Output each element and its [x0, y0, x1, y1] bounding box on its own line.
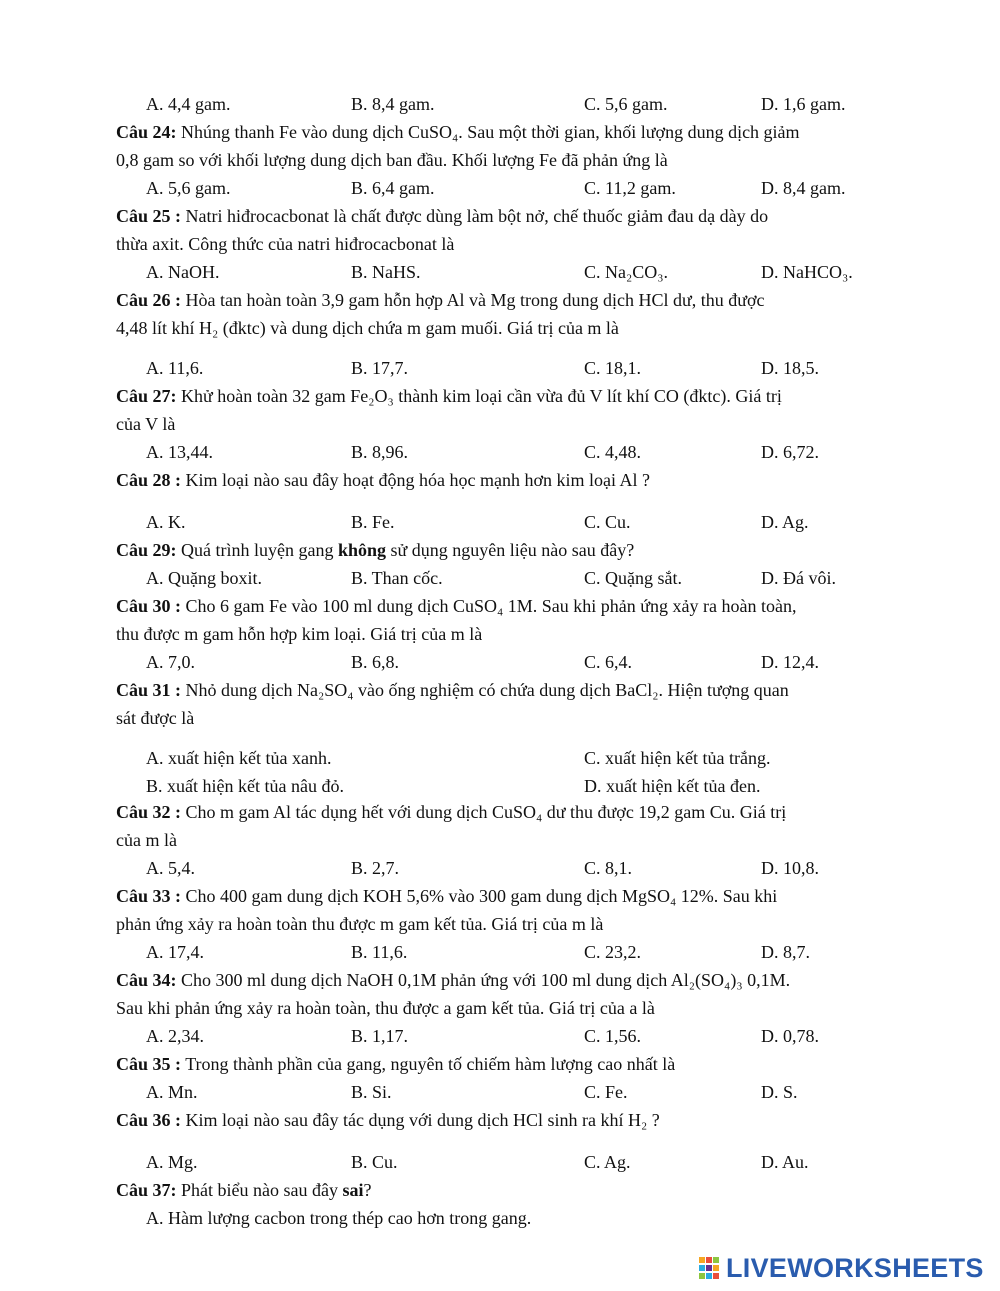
q35-option-c[interactable]: C. Fe.: [584, 1082, 628, 1102]
q25-option-a[interactable]: A. NaOH.: [146, 262, 220, 282]
question-32: Câu 32 : Cho m gam Al tác dụng hết với dung dịch CuSO₄ dư thu được 19,2 gam Cu. Giá trị: [116, 802, 787, 822]
question-32-line2: của m là: [116, 830, 177, 850]
q28-option-a[interactable]: A. K.: [146, 512, 186, 532]
question-36: Câu 36 : Kim loại nào sau đây tác dụng với dung dịch HCl sinh ra khí H₂ ?: [116, 1110, 660, 1130]
q35-option-d[interactable]: D. S.: [761, 1082, 798, 1102]
option-d[interactable]: D. 1,6 gam.: [761, 94, 846, 114]
question-label: Câu 24:: [116, 122, 177, 142]
q37-option-a[interactable]: A. Hàm lượng cacbon trong thép cao hơn trong gang.: [146, 1208, 532, 1228]
q34-option-b[interactable]: B. 1,17.: [351, 1026, 409, 1046]
question-29: Câu 29: Quá trình luyện gang không sử dụng nguyên liệu nào sau đây?: [116, 540, 635, 560]
q28-option-d[interactable]: D. Ag.: [761, 512, 809, 532]
q30-option-c[interactable]: C. 6,4.: [584, 652, 633, 672]
q31-option-c[interactable]: C. xuất hiện kết tủa trắng.: [584, 748, 771, 768]
question-35: Câu 35 : Trong thành phần của gang, nguyên tố chiếm hàm lượng cao nhất là: [116, 1054, 676, 1074]
logo-text: LIVEWORKSHEETS: [726, 1252, 984, 1283]
q31-option-a[interactable]: A. xuất hiện kết tủa xanh.: [146, 748, 332, 768]
question-30: Câu 30 : Cho 6 gam Fe vào 100 ml dung dịch CuSO₄ 1M. Sau khi phản ứng xảy ra hoàn toàn,: [116, 596, 797, 616]
question-33-line2: phản ứng xảy ra hoàn toàn thu được m gam kết tủa. Giá trị của m là: [116, 914, 604, 934]
q33-option-c[interactable]: C. 23,2.: [584, 942, 642, 962]
q29-option-a[interactable]: A. Quặng boxit.: [146, 568, 262, 588]
q34-option-a[interactable]: A. 2,34.: [146, 1026, 204, 1046]
q32-option-d[interactable]: D. 10,8.: [761, 858, 819, 878]
question-34-line2: Sau khi phản ứng xảy ra hoàn toàn, thu được a gam kết tủa. Giá trị của a là: [116, 998, 655, 1018]
q27-option-d[interactable]: D. 6,72.: [761, 442, 819, 462]
q30-option-d[interactable]: D. 12,4.: [761, 652, 819, 672]
question-31: Câu 31 : Nhỏ dung dịch Na₂SO₄ vào ống nghiệm có chứa dung dịch BaCl₂. Hiện tượng quan: [116, 680, 789, 700]
question-24-line2: 0,8 gam so với khối lượng dung dịch ban đầu. Khối lượng Fe đã phản ứng là: [116, 150, 668, 170]
question-25: Câu 25 : Natri hiđrocacbonat là chất được dùng làm bột nở, chế thuốc giảm đau dạ dày do: [116, 206, 769, 226]
q24-option-b[interactable]: B. 6,4 gam.: [351, 178, 435, 198]
q29-option-d[interactable]: D. Đá vôi.: [761, 568, 836, 588]
q27-option-c[interactable]: C. 4,48.: [584, 442, 642, 462]
q36-option-a[interactable]: A. Mg.: [146, 1152, 198, 1172]
question-31-line2: sát được là: [116, 708, 195, 728]
q34-option-c[interactable]: C. 1,56.: [584, 1026, 642, 1046]
q32-option-c[interactable]: C. 8,1.: [584, 858, 633, 878]
q33-option-d[interactable]: D. 8,7.: [761, 942, 810, 962]
q26-option-c[interactable]: C. 18,1.: [584, 358, 642, 378]
q36-option-b[interactable]: B. Cu.: [351, 1152, 398, 1172]
question-28: Câu 28 : Kim loại nào sau đây hoạt động hóa học mạnh hơn kim loại Al ?: [116, 470, 650, 490]
q32-option-a[interactable]: A. 5,4.: [146, 858, 195, 878]
liveworksheets-logo-icon: [698, 1256, 720, 1280]
question-34: Câu 34: Cho 300 ml dung dịch NaOH 0,1M phản ứng với 100 ml dung dịch Al₂(SO₄)₃ 0,1M.: [116, 970, 791, 990]
q27-option-b[interactable]: B. 8,96.: [351, 442, 409, 462]
q26-option-a[interactable]: A. 11,6.: [146, 358, 204, 378]
liveworksheets-logo: [698, 1253, 984, 1283]
option-a[interactable]: A. 4,4 gam.: [146, 94, 231, 114]
q36-option-c[interactable]: C. Ag.: [584, 1152, 631, 1172]
q31-option-b[interactable]: B. xuất hiện kết tủa nâu đỏ.: [146, 776, 344, 796]
q24-option-d[interactable]: D. 8,4 gam.: [761, 178, 846, 198]
question-24: Câu 24: Nhúng thanh Fe vào dung dịch CuSO₄. Sau một thời gian, khối lượng dung dịch giảm: [116, 122, 800, 142]
q35-option-b[interactable]: B. Si.: [351, 1082, 392, 1102]
q28-option-c[interactable]: C. Cu.: [584, 512, 631, 532]
question-25-line2: thừa axit. Công thức của natri hiđrocacbonat là: [116, 234, 455, 254]
q30-option-b[interactable]: B. 6,8.: [351, 652, 400, 672]
question-26: Câu 26 : Hòa tan hoàn toàn 3,9 gam hỗn hợp Al và Mg trong dung dịch HCl dư, thu được: [116, 290, 765, 310]
q33-option-a[interactable]: A. 17,4.: [146, 942, 204, 962]
q28-option-b[interactable]: B. Fe.: [351, 512, 395, 532]
q25-option-c[interactable]: C. Na₂CO₃.: [584, 262, 669, 282]
q29-option-b[interactable]: B. Than cốc.: [351, 568, 443, 588]
question-27: Câu 27: Khử hoàn toàn 32 gam Fe₂O₃ thành kim loại cần vừa đủ V lít khí CO (đktc). Giá trị: [116, 386, 782, 406]
q26-option-b[interactable]: B. 17,7.: [351, 358, 409, 378]
q34-option-d[interactable]: D. 0,78.: [761, 1026, 819, 1046]
option-c[interactable]: C. 5,6 gam.: [584, 94, 668, 114]
question-30-line2: thu được m gam hỗn hợp kim loại. Giá trị của m là: [116, 624, 483, 644]
q30-option-a[interactable]: A. 7,0.: [146, 652, 195, 672]
q25-option-d[interactable]: D. NaHCO₃.: [761, 262, 853, 282]
q24-option-c[interactable]: C. 11,2 gam.: [584, 178, 676, 198]
q35-option-a[interactable]: A. Mn.: [146, 1082, 198, 1102]
q25-option-b[interactable]: B. NaHS.: [351, 262, 421, 282]
q26-option-d[interactable]: D. 18,5.: [761, 358, 819, 378]
q32-option-b[interactable]: B. 2,7.: [351, 858, 400, 878]
q29-option-c[interactable]: C. Quặng sắt.: [584, 568, 682, 588]
question-27-line2: của V là: [116, 414, 176, 434]
question-33: Câu 33 : Cho 400 gam dung dịch KOH 5,6% vào 300 gam dung dịch MgSO₄ 12%. Sau khi: [116, 886, 778, 906]
q33-option-b[interactable]: B. 11,6.: [351, 942, 408, 962]
option-b[interactable]: B. 8,4 gam.: [351, 94, 435, 114]
q24-option-a[interactable]: A. 5,6 gam.: [146, 178, 231, 198]
question-26-line2: 4,48 lít khí H₂ (đktc) và dung dịch chứa m gam muối. Giá trị của m là: [116, 318, 619, 338]
q27-option-a[interactable]: A. 13,44.: [146, 442, 213, 462]
q31-option-d[interactable]: D. xuất hiện kết tủa đen.: [584, 776, 761, 796]
question-37: Câu 37: Phát biểu nào sau đây sai?: [116, 1180, 372, 1200]
q36-option-d[interactable]: D. Au.: [761, 1152, 809, 1172]
